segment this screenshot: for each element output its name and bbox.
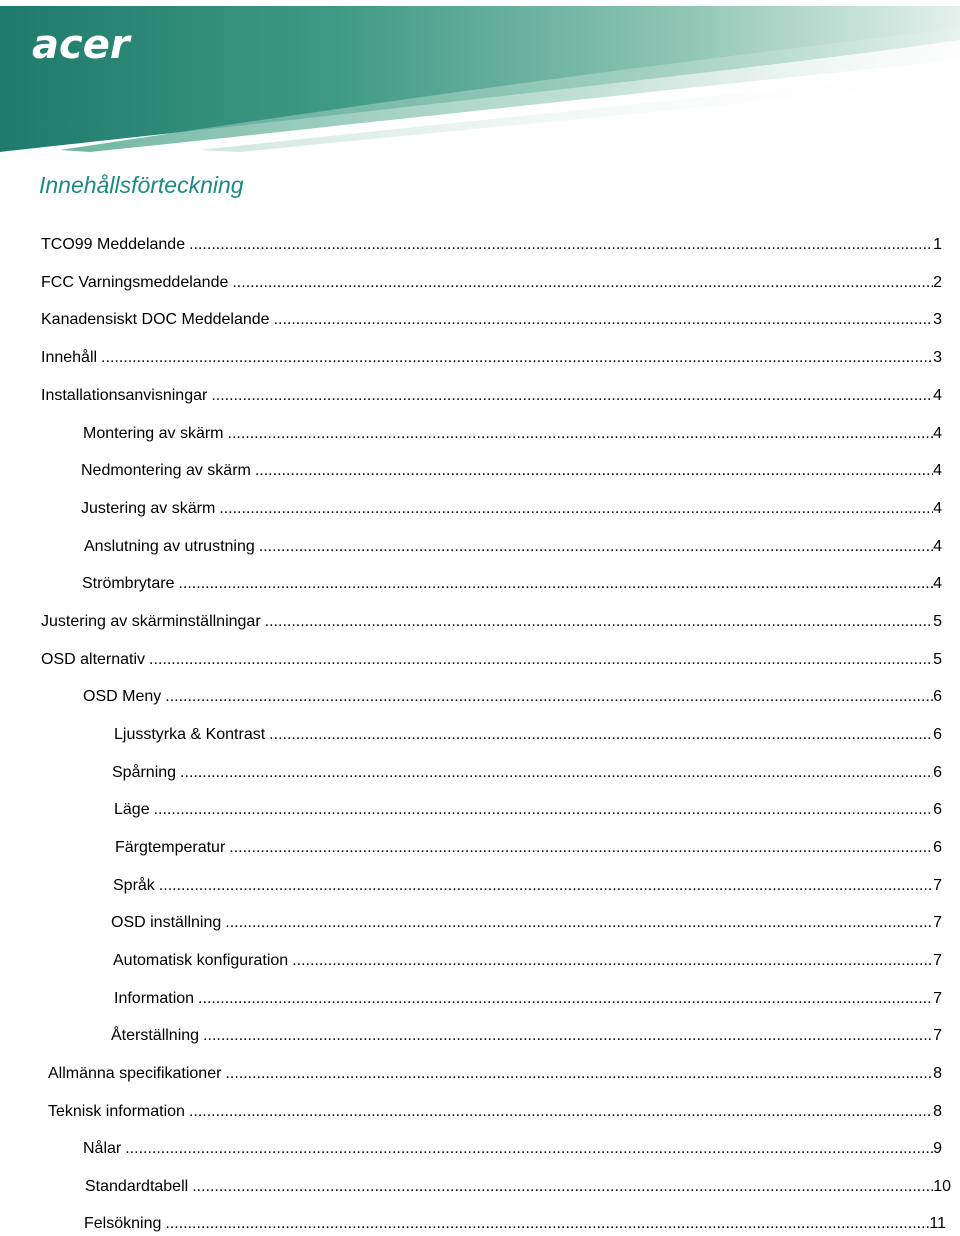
toc-entry-page: 7 [933, 1027, 942, 1044]
toc-entry-page: 10 [933, 1178, 951, 1195]
toc-entry-osd-installning[interactable] [111, 912, 942, 934]
toc-entry-aterstallning[interactable] [111, 1025, 942, 1047]
toc-entry-label: Justering av skärminställningar [41, 613, 261, 630]
toc-entry-label: Ljusstyrka & Kontrast [114, 726, 266, 743]
toc-entry-fargtemperatur[interactable] [115, 837, 942, 859]
toc-entry-label: Automatisk konfiguration [113, 952, 289, 969]
toc-entry-label: Felsökning [84, 1215, 162, 1232]
toc-entry-label: OSD alternativ [41, 651, 146, 668]
toc-entry-allmanna[interactable] [48, 1063, 942, 1085]
toc-entry-label: Justering av skärm [81, 500, 216, 517]
toc-entry-label: Information [114, 990, 195, 1007]
toc-entry-automatisk[interactable] [113, 950, 942, 972]
toc-entry-page: 5 [933, 613, 942, 630]
toc-entry-label: Standardtabell [85, 1178, 189, 1195]
toc-entry-justering-skarm[interactable] [81, 498, 942, 520]
toc-entry-label: Nedmontering av skärm [81, 462, 251, 479]
toc-entry-page: 8 [933, 1103, 942, 1120]
toc-entry-label: Nålar [83, 1140, 122, 1157]
toc-entry-page: 4 [933, 425, 942, 442]
toc-entry-label: TCO99 Meddelande [41, 236, 186, 253]
toc-entry-label: OSD Meny [83, 688, 162, 705]
toc-entry-anslutning[interactable] [84, 536, 942, 558]
toc-entry-label: Språk [113, 877, 155, 894]
toc-entry-page: 6 [933, 764, 942, 781]
toc-entry-label: Kanadensiskt DOC Meddelande [41, 311, 270, 328]
toc-entry-lage[interactable] [114, 799, 942, 821]
toc-entry-installation[interactable] [41, 385, 942, 407]
toc-entry-page: 7 [933, 914, 942, 931]
toc-entry-skarminstallningar[interactable] [41, 611, 942, 633]
banner-graphic [0, 0, 960, 160]
header-banner [0, 0, 960, 160]
toc-entry-label: Läge [114, 801, 150, 818]
toc-entry-label: Strömbrytare [82, 575, 175, 592]
toc-entry-page: 9 [933, 1140, 942, 1157]
toc-entry-nalar[interactable] [83, 1138, 942, 1160]
toc-entry-sparning[interactable] [112, 762, 942, 784]
toc-entry-page: 7 [933, 990, 942, 1007]
toc-entry-page: 6 [933, 801, 942, 818]
toc-entry-page: 6 [933, 839, 942, 856]
toc-entry-osd-alternativ[interactable] [41, 649, 942, 671]
toc-entry-page: 7 [933, 952, 942, 969]
page-title: Innehållsförteckning [39, 172, 244, 198]
toc-entry-page: 4 [933, 575, 942, 592]
toc-entry-fcc[interactable] [41, 272, 942, 294]
toc-entry-label: Montering av skärm [83, 425, 224, 442]
toc-entry-page: 6 [933, 688, 942, 705]
toc-entry-page: 3 [933, 311, 942, 328]
acer-logo: acer [32, 22, 130, 68]
toc-entry-teknisk[interactable] [48, 1101, 942, 1123]
toc-entry-label: Återställning [111, 1027, 200, 1044]
toc-entry-label: Spårning [112, 764, 177, 781]
toc-entry-sprak[interactable] [113, 875, 942, 897]
toc-entry-ljusstyrka[interactable] [114, 724, 942, 746]
toc-entry-information[interactable] [114, 988, 942, 1010]
toc-entry-label: FCC Varningsmeddelande [41, 274, 229, 291]
toc-entry-label: Färgtemperatur [115, 839, 226, 856]
toc-entry-page: 3 [933, 349, 942, 366]
toc-entry-page: 5 [933, 651, 942, 668]
toc-entry-label: Teknisk information [48, 1103, 185, 1120]
toc-entry-montering[interactable] [83, 423, 942, 445]
toc-entry-page: 11 [929, 1215, 946, 1232]
toc-entry-felsokning[interactable] [84, 1213, 946, 1235]
toc-entry-standardtabell[interactable] [85, 1176, 951, 1198]
toc-entry-strombrytare[interactable] [82, 573, 942, 595]
toc-entry-page: 6 [933, 726, 942, 743]
toc-entry-page: 4 [933, 538, 942, 555]
toc-entry-page: 2 [933, 274, 942, 291]
toc-entry-label: Innehåll [41, 349, 98, 366]
toc-entry-page: 7 [933, 877, 942, 894]
toc-entry-page: 4 [933, 387, 942, 404]
toc-entry-tco99[interactable] [41, 234, 942, 256]
toc-entry-label: Allmänna specifikationer [48, 1065, 222, 1082]
toc-entry-nedmontering[interactable] [81, 460, 942, 482]
toc-entry-page: 4 [933, 500, 942, 517]
toc-entry-innehall[interactable] [41, 347, 942, 369]
toc-entry-osd-meny[interactable] [83, 686, 942, 708]
toc-entry-label: OSD inställning [111, 914, 222, 931]
toc-entry-doc[interactable] [41, 309, 942, 331]
toc-entry-page: 4 [933, 462, 942, 479]
toc-entry-page: 8 [933, 1065, 942, 1082]
toc-entry-label: Installationsanvisningar [41, 387, 208, 404]
toc-entry-page: 1 [933, 236, 942, 253]
toc-entry-label: Anslutning av utrustning [84, 538, 255, 555]
